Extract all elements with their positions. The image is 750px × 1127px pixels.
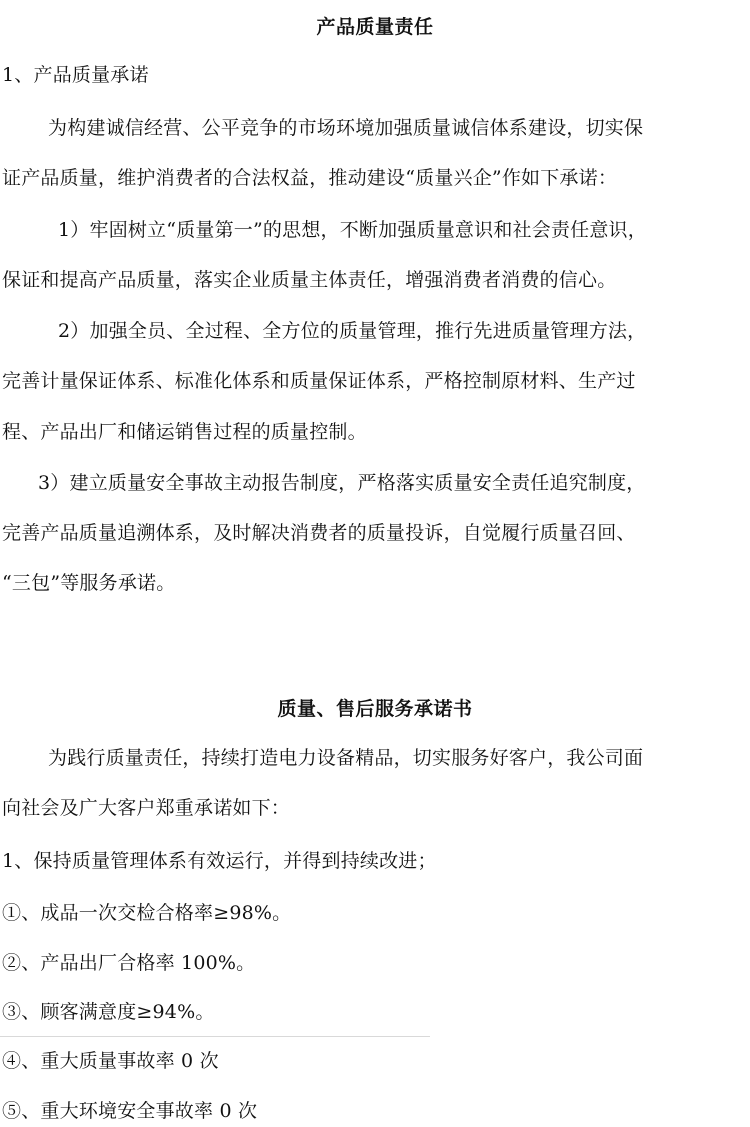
section1-title: 产品质量责任 (316, 16, 434, 38)
section1-intro-line-1: 为构建诚信经营、公平竞争的市场环境加强质量诚信体系建设，切实保 (48, 117, 644, 139)
section1-heading: 1、产品质量承诺 (2, 64, 149, 86)
section2-item-3: ③、顾客满意度≥94%。 (2, 1001, 215, 1023)
section1-item1-line-1: 1）牢固树立“质量第一”的思想，不断加强质量意识和社会责任意识， (58, 219, 647, 241)
section1-item1-line-2: 保证和提高产品质量，落实企业质量主体责任，增强消费者消费的信心。 (2, 269, 617, 291)
section2-item-4: ④、重大质量事故率 0 次 (2, 1050, 219, 1072)
section2-intro-line-2: 向社会及广大客户郑重承诺如下： (2, 797, 291, 819)
section2-title: 质量、售后服务承诺书 (277, 698, 473, 720)
divider-line (0, 1036, 430, 1037)
section2-item-2: ②、产品出厂合格率 100%。 (2, 952, 256, 974)
section1-item2-line-2: 完善计量保证体系、标准化体系和质量保证体系，严格控制原材料、生产过 (2, 370, 636, 392)
section2-item-1: ①、成品一次交检合格率≥98%。 (2, 902, 292, 924)
section1-intro-line-2: 证产品质量，维护消费者的合法权益，推动建设“质量兴企”作如下承诺： (2, 167, 618, 189)
section1-item3-line-2: 完善产品质量追溯体系，及时解决消费者的质量投诉，自觉履行质量召回、 (2, 522, 636, 544)
section2-intro-line-1: 为践行质量责任，持续打造电力设备精品，切实服务好客户，我公司面 (48, 747, 644, 769)
section1-item3-line-1: 3）建立质量安全事故主动报告制度，严格落实质量安全责任追究制度， (38, 472, 646, 494)
section2-item-5: ⑤、重大环境安全事故率 0 次 (2, 1100, 258, 1122)
section1-item2-line-3: 程、产品出厂和储运销售过程的质量控制。 (2, 421, 367, 443)
section1-item3-line-3: “三包”等服务承诺。 (2, 572, 176, 594)
section2-heading: 1、保持质量管理体系有效运行，并得到持续改进； (2, 850, 437, 872)
section1-item2-line-1: 2）加强全员、全过程、全方位的质量管理，推行先进质量管理方法， (58, 320, 647, 342)
